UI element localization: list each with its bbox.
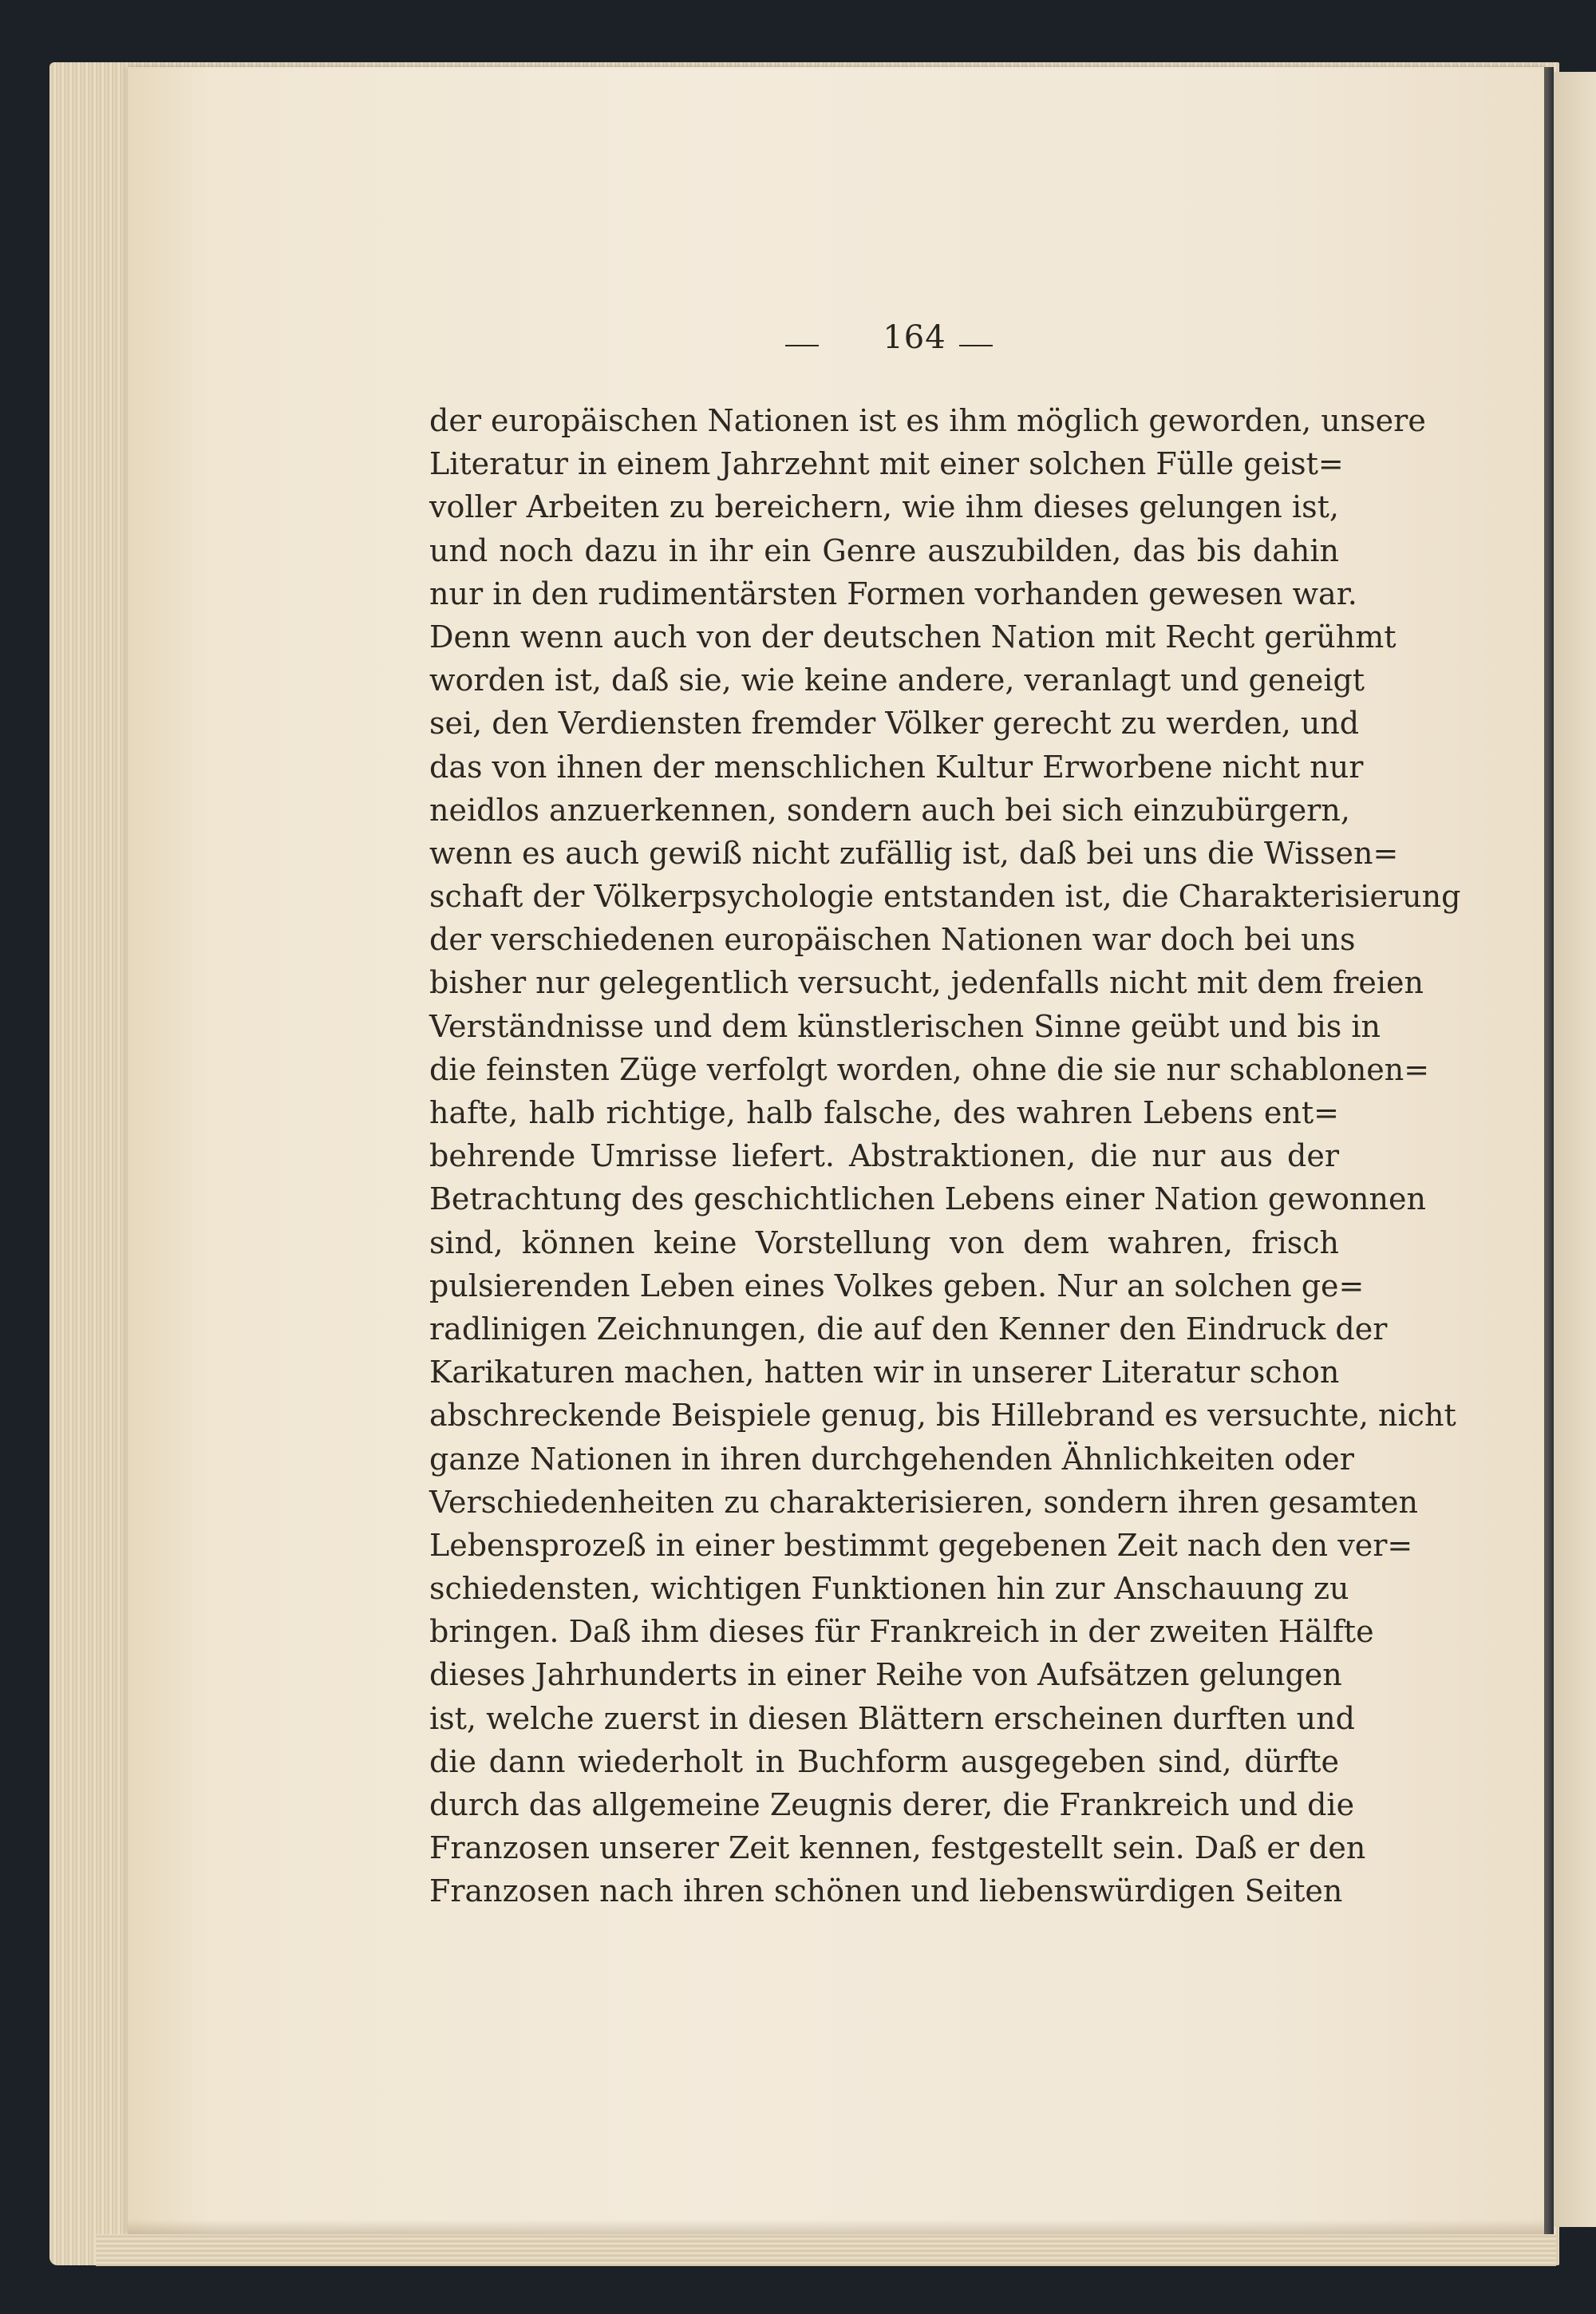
text-line: worden ist, daß sie, wie keine andere, veranlagt und geneigt	[429, 663, 1365, 698]
text-line: sind, können keine Vorstellung von dem wahren, frisch	[429, 1224, 1339, 1260]
text-line: durch das allgemeine Zeugnis derer, die Frankreich und die	[429, 1787, 1355, 1822]
text-line: Verschiedenheiten zu charakterisieren, sondern ihren gesamten	[429, 1484, 1419, 1520]
text-line: radlinigen Zeichnungen, die auf den Kenner den Eindruck der	[429, 1311, 1388, 1347]
text-line: schiedensten, wichtigen Funktionen hin zur Anschauung zu	[429, 1571, 1349, 1607]
text-line: bringen. Daß ihm dieses für Frankreich in der zweiten Hälfte	[429, 1614, 1374, 1650]
text-line: voller Arbeiten zu bereichern, wie ihm dieses gelungen ist,	[429, 489, 1339, 525]
page-number: 164	[883, 319, 946, 356]
page-number-dash-right	[959, 345, 993, 346]
body-text	[429, 399, 1461, 1913]
text-line: schaft der Völkerpsychologie entstanden ist, die Charakterisierung	[429, 879, 1461, 915]
text-line: der verschiedenen europäischen Nationen war doch bei uns	[429, 922, 1356, 958]
text-line: behrende Umrisse liefert. Abstraktionen, die nur aus der	[429, 1138, 1339, 1174]
page-number-dash-left	[785, 345, 819, 346]
text-line: die feinsten Züge verfolgt worden, ohne die sie nur schablonen=	[429, 1051, 1430, 1087]
text-line: Literatur in einem Jahrzehnt mit einer solchen Fülle geist=	[429, 446, 1344, 482]
text-line: dieses Jahrhunderts in einer Reihe von Aufsätzen gelungen	[429, 1657, 1342, 1693]
text-line: neidlos anzuerkennen, sondern auch bei sich einzubürgern,	[429, 792, 1350, 828]
book-gutter	[1544, 67, 1554, 2234]
text-line: hafte, halb richtige, halb falsche, des wahren Lebens ent=	[429, 1095, 1339, 1130]
text-line: Franzosen nach ihren schönen und liebenswürdigen Seiten	[429, 1873, 1343, 1909]
text-line: abschreckende Beispiele genug, bis Hillebrand es versuchte, nicht	[429, 1398, 1456, 1434]
page-bottom-edges	[96, 2234, 1556, 2266]
text-line: Betrachtung des geschichtlichen Lebens einer Nation gewonnen	[429, 1181, 1426, 1217]
text-line: Verständnisse und dem künstlerischen Sinne geübt und bis in	[429, 1008, 1381, 1044]
text-line: der europäischen Nationen ist es ihm möglich geworden, unsere	[429, 403, 1426, 438]
text-line: und noch dazu in ihr ein Genre auszubilden, das bis dahin	[429, 532, 1339, 568]
text-line: ist, welche zuerst in diesen Blättern erscheinen durften und	[429, 1700, 1355, 1736]
text-line: Franzosen unserer Zeit kennen, festgestellt sein. Daß er den	[429, 1830, 1366, 1866]
text-line: Lebensprozeß in einer bestimmt gegebenen Zeit nach den ver=	[429, 1527, 1413, 1563]
facing-page-edge	[1554, 72, 1596, 2227]
text-line: Denn wenn auch von der deutschen Nation mit Recht gerühmt	[429, 619, 1396, 655]
text-line: bisher nur gelegentlich versucht, jedenfalls nicht mit dem freien	[429, 965, 1424, 1001]
text-line: wenn es auch gewiß nicht zufällig ist, daß bei uns die Wissen=	[429, 835, 1399, 871]
text-line: das von ihnen der menschlichen Kultur Erworbene nicht nur	[429, 749, 1364, 785]
text-line: ganze Nationen in ihren durchgehenden Ähnlichkeiten oder	[429, 1441, 1354, 1477]
text-line: nur in den rudimentärsten Formen vorhanden gewesen war.	[429, 576, 1357, 611]
text-line: pulsierenden Leben eines Volkes geben. Nur an solchen ge=	[429, 1268, 1365, 1303]
text-line: Karikaturen machen, hatten wir in unserer Literatur schon	[429, 1355, 1340, 1390]
text-line: sei, den Verdiensten fremder Völker gerecht zu werden, und	[429, 706, 1360, 742]
text-line: die dann wiederholt in Buchform ausgegeben sind, dürfte	[429, 1743, 1339, 1779]
